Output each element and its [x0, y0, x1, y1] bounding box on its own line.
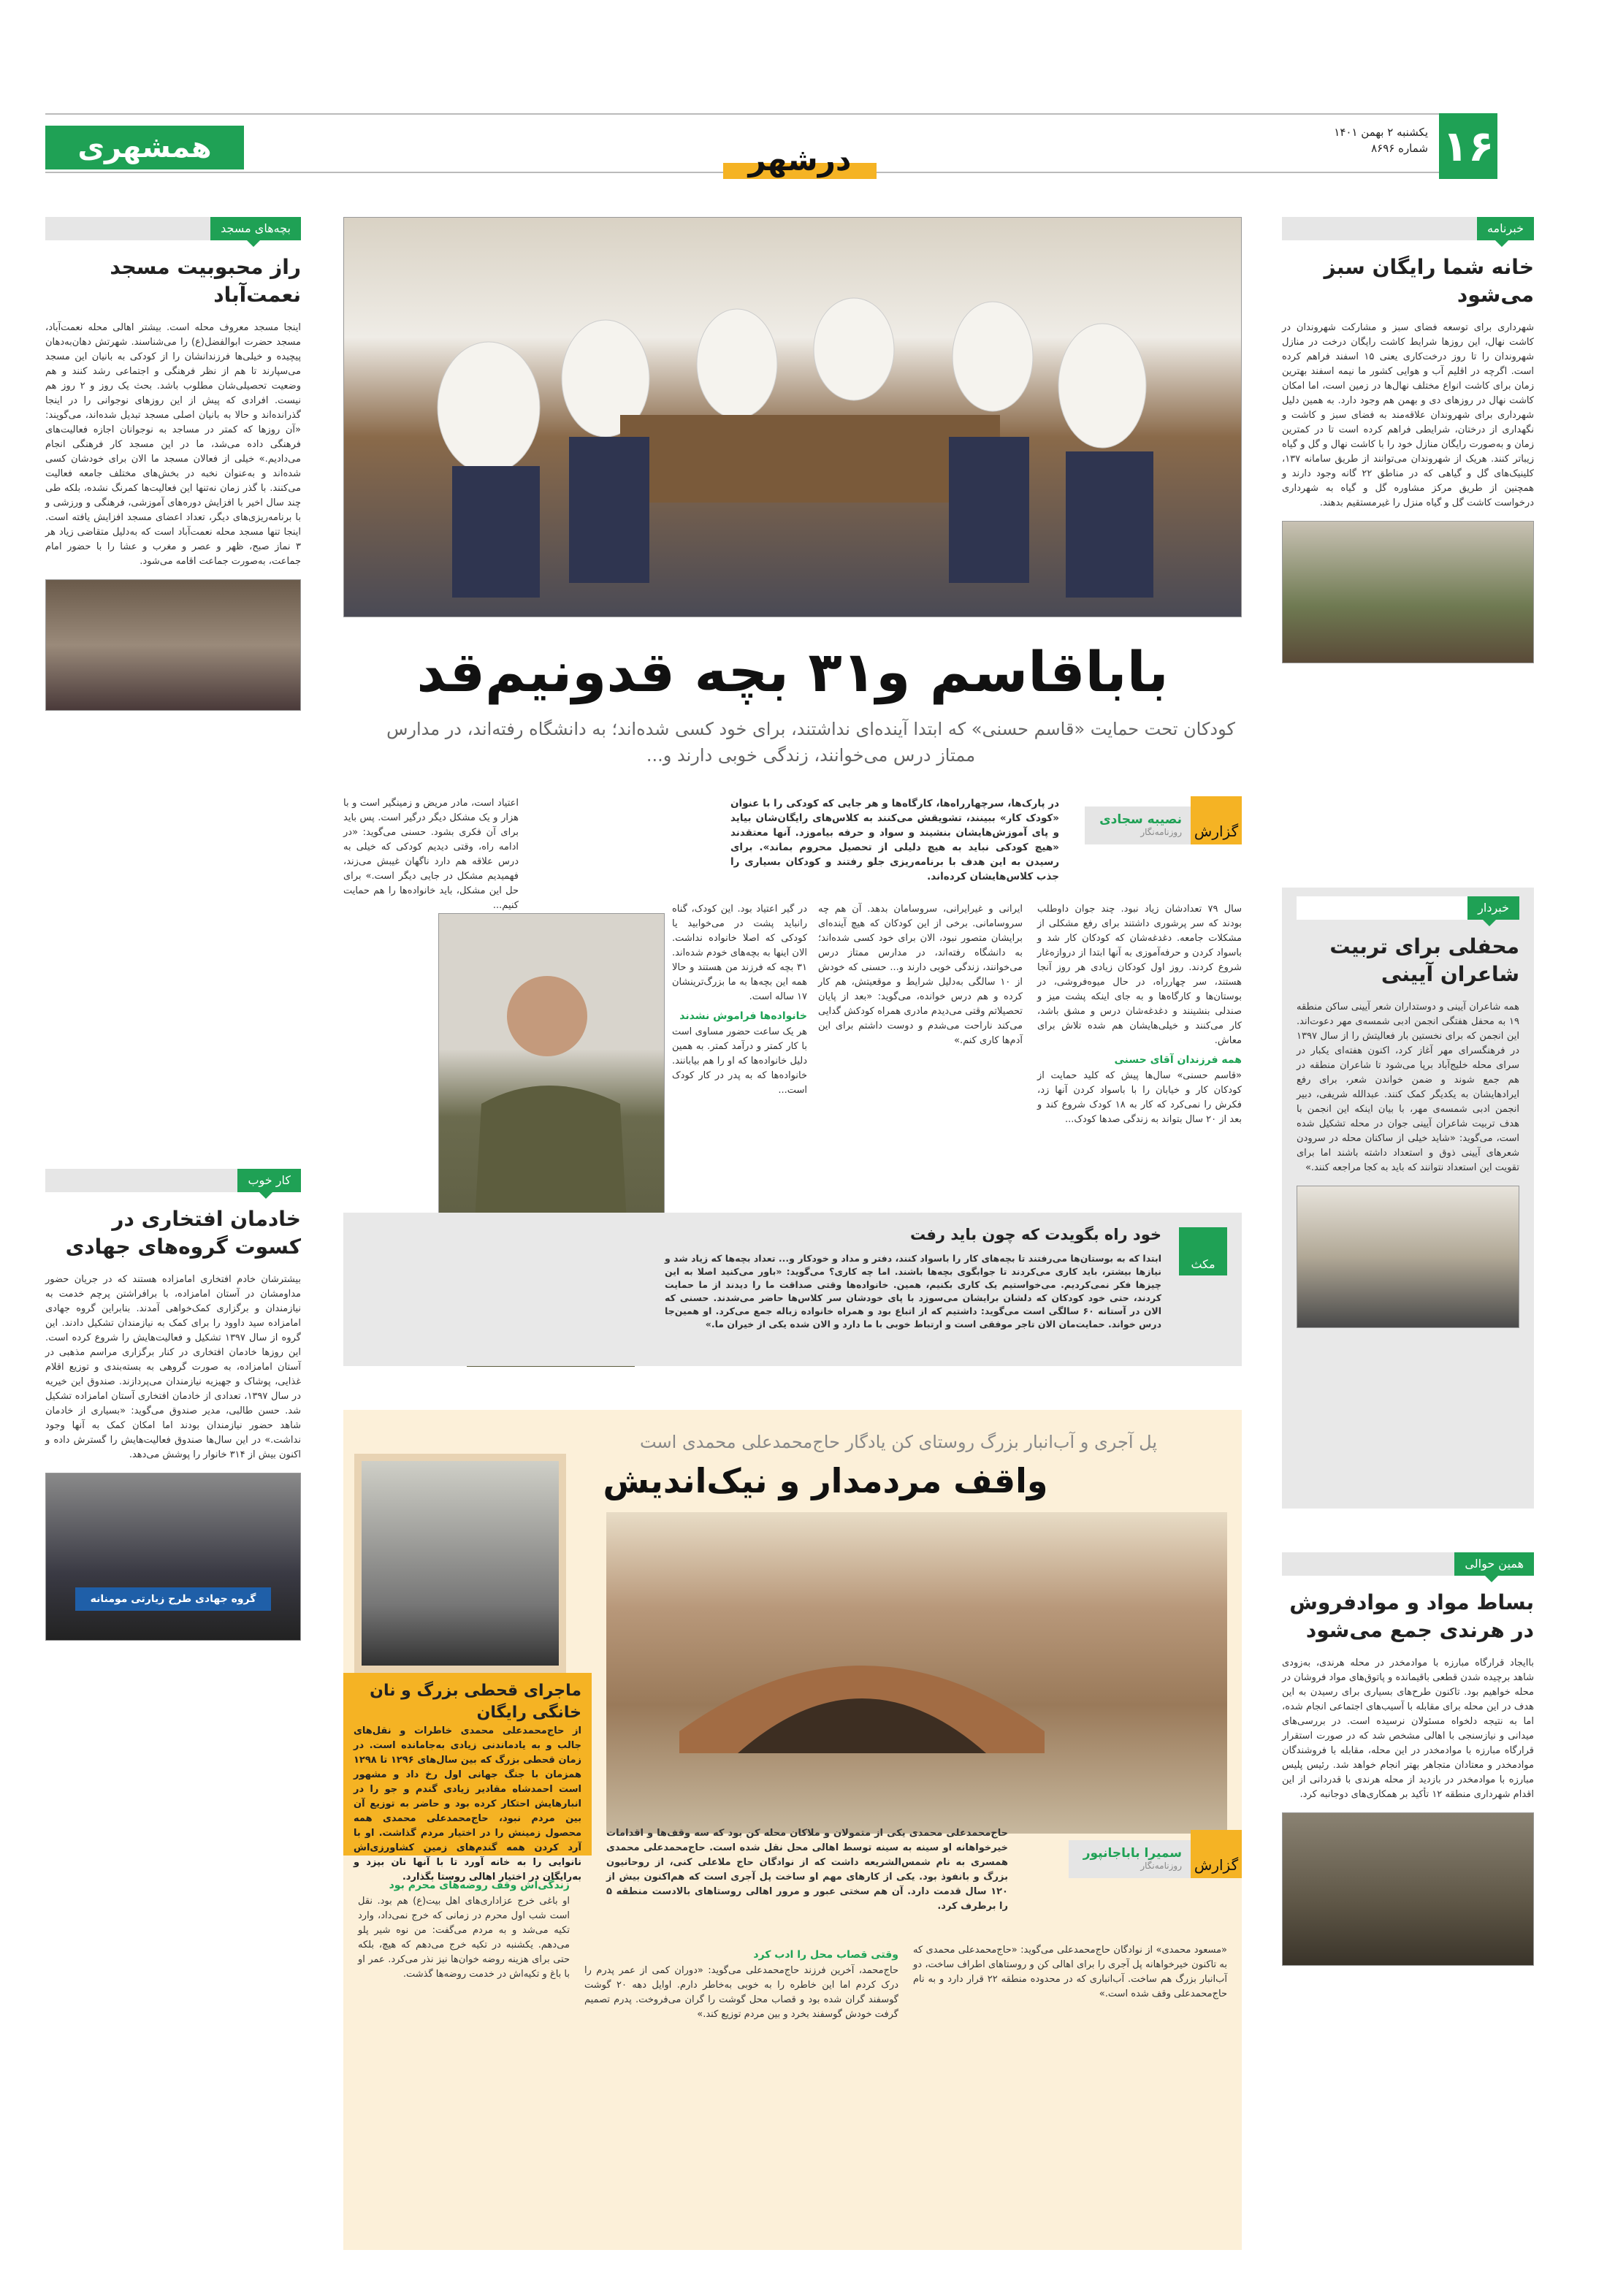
tree-planting-photo — [1282, 521, 1534, 663]
jihadi-group-photo — [45, 1473, 301, 1641]
kicker-label: همین حوالی — [1454, 1552, 1534, 1576]
section-title: درشهر — [723, 142, 877, 179]
article-text: همه شاعران آیینی و دوستداران شعر آیینی ساکن منطقه ۱۹ به محفل هفتگی انجمن ادبی شمسه‌ی مهر دعوت‌اند. این انجمن که برای نخستین بار فعالیتش را از سال ۱۳۹۷ در فرهنگسرای مهر آغاز کرد، اکنون هفته‌ای یکبار در سرای محله خلیج‌آباد برپا می‌شود تا شاعران منطقه در هم جمع شوند و ضمن خواندن شعر، برای رفع ایرادهایشان به یکدیگر کمک کنند. عبدالله شریفی، دبیر انجمن ادبی شمسه‌ی مهر، با بیان اینکه این انجمن با هدف تربیت شاعران آیینی جوان در محله تشکیل شده است، می‌گوید: «شاید خیلی از ساکنان محله در سرودن شعرهای آیینی ذوق و استعداد داشته باشند اما برای تقویت این استعداد نتوانند که باید به کجا مراجعه کنند.» — [1297, 1002, 1519, 1173]
main-col-3: در گیر اعتیاد بود. این کودک، گناه رانباید پشت در می‌خوابید یا کودکی که اصلا خانواده نداشت. الان اینها به بچه‌های خودم شده‌اند. ۳۱ بچه که فرزند من هستند و حالا همه این بچه‌ها به ما بزرگ‌ترینشان ۱۷ ساله است. خانواده‌ها فراموش نشدند هر یک ساعت حضور مساوی است با کار کمتر و درآمد کمتر. به همین دلیل خانواده‌ها که او را هم بیابانند. خانواده‌ها که به پدر در کار کودک است... — [672, 904, 807, 1096]
main-lead: در پارک‌ها، سرچهارراه‌ها، کارگاه‌ها و هر جایی که کودکی را با عنوان «کودک کار» ببینند، تشویقش می‌کنند به کلاس‌های رایگان‌شان بیاید و پای آموزش‌هایشان بنشیند و سواد و حرفه بیاموزد. آنها معتقدند «هیچ کودکی نباید به هیچ دلیلی از تحصیل محروم بماند». برای رسیدن به این هدف با برنامه‌ریزی جلو رفتند و کودکان بسیاری را جذب کلاس‌هایشان کرده‌اند. — [730, 798, 1059, 882]
right-article-green-home — [1282, 217, 1534, 663]
feature-byline — [1069, 1830, 1242, 1878]
classroom-photo — [343, 217, 1242, 617]
famine-box-text: از حاج‌محمدعلی محمدی خاطرات و نقل‌های جالب و به یادماندنی زیادی به‌جامانده است. در زمان قحطی بزرگ که بین سال‌های ۱۲۹۶ تا ۱۲۹۸ همزمان با جنگ جهانی اول رخ داد و مشهور است احمدشاه مقادیر زیادی گندم و جو را در انبارهایش احتکار کرده بود و حاضر به توزیع آن بین مردم نبود، حاج‌محمدعلی محمدی همه محصول زمینش را در اختیار مردم گذاشت. او با آرد کردن همه گندم‌های زمین کشاورزی‌اش نانوایی را به خانه آورد تا با آنها نان بپزد و به‌رایگان در اختیار اهالی روستا بگذارد. — [354, 1725, 581, 1883]
byline-tag: گزارش — [1191, 1830, 1242, 1878]
kicker-label: خبرنامه — [1477, 217, 1534, 240]
right-article-poets — [1282, 888, 1534, 1509]
main-deck: کودکان تحت حمایت «قاسم حسنی» که ابتدا آینده‌ای نداشتند، برای خود کسی شده‌اند؛ به دانشگاه رفته‌اند، در مدارس ممتاز درس می‌خوانند، زندگی خوبی دارند و... — [386, 719, 1235, 766]
author-name: نصیبه سجادی — [1099, 812, 1182, 827]
article-text: باایجاد قرارگاه مبارزه با موادمخدر در محله هرندی، به‌زودی شاهد برچیده شدن قطعی باقیمانده و پاتوق‌های مواد فروشان در محله خواهیم بود. تاکنون طرح‌های بسیاری برای رسیدن به این هدف در این محله برای مقابله با آسیب‌های اجتماعی انجام شده، اما به نتیجه دلخواه مسئولان نرسیده است. در بررسی‌های میدانی و نیازسنجی با اهالی مشخص شد که در صورت استقرار قرارگاه مبارزه با موادمخدر در این محله، مقابله با فروشندگان موادمخدر و معتادان متجاهر بهتر انجام خواهد شد. رئیس پلیس مبارزه با موادمخدر در بازدید از محله هرندی با قدردانی از این اقدام شهرداری منطقه ۱۲ تأکید بر همکاری‌های دوجانبه کرد. — [1282, 1658, 1534, 1800]
subhead-butcher: وقتی قصاب محل را ادب کرد — [753, 1949, 898, 1961]
left-article-volunteers — [45, 1169, 301, 1641]
main-col-1: سال ۷۹ تعدادشان زیاد نبود. چند جوان داوطلب بودند که سر پرشوری داشتند برای رفع مشکلی از مشکلات جامعه. دغدغه‌شان که کودکان کار شد و باسواد کردن و حرفه‌آموزی به آنها ابتدا از دروازه‌غار شروع کردند. روز اول کودکان زیادی هر روز آنجا هستند، سر چهارراه، در حال میوه‌فروشی، در بوستان‌ها و کارگاه‌ها و به جای اینکه پشت میز و صندلی بنشینند و دغدغه‌شان درس و مشق باشد، کار می‌کنند و خیلی‌هایشان هم شده تلاش برای معاش. همه فرزندان آقای حسنی «قاسم حسنی» سال‌ها پیش که کلید حمایت از کودکان کار و خیابان را با باسواد کردن آنها زد، فکرش را نمی‌کرد که کار به ۱۸ کودک شروع کند و بعد از ۲۰ سال بتواند به زندگی صدها کودک... — [1037, 904, 1242, 1125]
box-title: خود راه بگویدت که چون باید رفت — [909, 1226, 1161, 1243]
right-article-hærandi — [1282, 1552, 1534, 1966]
kicker-label: بچه‌های مسجد — [210, 217, 301, 240]
issue-date: یکشنبه ۲ بهمن ۱۴۰۱ — [1334, 126, 1428, 139]
article-title: خانه شما رایگان سبز می‌شود — [1324, 255, 1534, 307]
feature-lead: حاج‌محمدعلی محمدی یکی از متمولان و ملاکان محله کن بود که سه وقف‌ها و اقدامات خیرخواهانه او سینه به سینه توسط اهالی محل نقل شده است. حاج‌محمدعلی محمدی همسری به نام شمس‌الشریعه داشت که از نوادگان حاج ملاعلی کنی، از روحانیون بزرگ و بانفوذ بود. یکی از کارهای مهم او ساخت پل آجری است که هم‌اکنون بیش از ۱۲۰ سال قدمت دارد. آن هم سختی عبور و مرور اهالی روستاهای بالادست منطقه ۵ را برطرف کرد. — [606, 1828, 1008, 1912]
page-number: ۱۶ — [1439, 113, 1497, 179]
bridge-photo — [606, 1512, 1227, 1834]
issue-number: شماره ۸۶۹۶ — [1371, 142, 1428, 155]
left-article-mosque — [45, 217, 301, 711]
children-illustration — [343, 218, 1241, 618]
dateline — [1334, 124, 1428, 156]
sidebar-box — [343, 1213, 1242, 1366]
article-title: محفلی برای تربیت شاعران آیینی — [1329, 934, 1519, 986]
box-tag: مکث — [1179, 1227, 1227, 1275]
newspaper-logo: همشهری — [45, 126, 244, 169]
main-col-4: اعتیاد است، مادر مریض و زمینگیر است و با هزار و یک مشکل دیگر درگیر است. پس باید برای آن فکری بشود. حسنی می‌گوید: «در ادامه راه، وقتی دیدیم کودکی که خیلی به درس علاقه هم دارد ناگهان غیبش می‌زند، فهمیدیم مشکل در جایی دیگر است.» برای حل این مشکل، باید خانواده‌ها را هم حمایت کنیم... — [343, 798, 519, 911]
main-headline: باباقاسم و۳۱ بچه قدونیم‌قد — [416, 639, 1169, 704]
poetry-meeting-photo — [1297, 1186, 1519, 1328]
kicker-label: کار خوب — [237, 1169, 301, 1192]
author-name: سمیرا باباجانپور — [1083, 1846, 1182, 1861]
article-text: اینجا مسجد معروف محله است. بیشتر اهالی محله نعمت‌آباد، مسجد حضرت ابوالفضل(ع) را می‌شناسند. شهرتش دهان‌به‌دهان پیچیده و خیلی‌ها فرزندانشان را از کودکی به بانیان این مسجد می‌سپارند تا هم از نظر فرهنگی و اجتماعی رشد کنند و هم وضعیت تحصیلی‌شان مطلوب باشد. بحث یک روز و ۲ روز هم نیست. افرادی که پیش از این روزهای نوجوانی را در اینجا گذرانده‌اند و حالا به بانیان اصلی مسجد تبدیل شده‌اند، می‌گویند: «آن روزها که کمتر در مساجد به نوجوانان اجازه فعالیت‌های فرهنگی داده می‌شد، ما در این مسجد کار فرهنگی انجام می‌دادیم.» خیلی از فعالان مسجد ما الان برای خودشان کسی شده‌اند و به‌عنوان نخبه در بخش‌های مختلف جامعه فعالیت می‌کنند. با گذر زمان نه‌تنها این فعالیت‌ها کمرنگ نشده، بلکه طی چند سال اخیر با افزایش دوره‌های آموزشی، فرهنگی و ورزشی و با برنامه‌ریزی‌های دیگر، تعداد اعضای مسجد افزایش یافته است. اینجا تنها مسجد محله نعمت‌آباد است که به‌دلیل متقاضی زیاد هر ۳ نماز صبح، ظهر و عصر و مغرب و عشا را با حضور امام جماعت، به‌صورت جماعت اقامه می‌شود. — [45, 322, 301, 567]
main-byline — [1085, 796, 1242, 844]
article-title: خادمان افتخاری در کسوت گروه‌های جهادی — [65, 1207, 301, 1259]
header-rule-top — [45, 113, 1471, 115]
feature-col-2: وقتی قصاب محل را ادب کرد حاج‌محمد، آخرین فرزند حاج‌محمدعلی می‌گوید: «دوران کمی از عمر پدرم را درک کردم اما این خاطره را به خوبی به‌خاطر دارم. اوایل دهه ۲۰ گوشت گوسفند گران شده بود و قصاب محل گوشت را گران می‌فروخت. پدرم تصمیم گرفت خودش گوسفند بخرد و بین مردم توزیع کند.» — [584, 1949, 898, 2020]
feature-col-3: «مسعود محمدی» از نوادگان حاج‌محمدعلی می‌گوید: «حاج‌محمدعلی محمدی که به تاکنون خیرخواهانه پل آجری را برای اهالی کن و روستاهای اطراف ساخت، دو آب‌انبار بزرگ هم ساخت. آب‌انباری که در محدوده منطقه ۲۲ قرار دارد و به نام حاج‌محمدعلی وقف شده است.» — [913, 1945, 1227, 1999]
box-text: ابتدا که به بوستان‌ها می‌رفتند تا بچه‌های کار را باسواد کنند، دفتر و مداد و خودکار و... تعداد بچه‌ها که زیاد شد و نیازها بیشتر، باید کاری می‌کردند تا جوابگوی بچه‌ها باشند. اما چه کاری؟ می‌گوید: «باور می‌کنید اصلا به این چیزها فکر نمی‌کردیم. می‌خواستیم یک کاری بکنیم، همین. خانواده‌ها وقتی صداقت ما را دیدند از ما حمایت کردند، حتی خود کودکان که دلشان برایشان می‌سوزد با پای خودشان سر کلاس‌ها حاضر می‌شدند. حسنی که الان در آستانه ۶۰ سالگی است می‌گوید: داشتیم که از اتباع بود و همراه خانواده زباله جمع می‌کرد. او همین‌جا درس خواند. حمایت‌مان الان تاجر موفقی است و ارتباط خوبی با ما دارد و الان شده یکی از خیران ما.» — [665, 1253, 1161, 1330]
mohammadi-portrait — [354, 1454, 566, 1673]
famine-box — [343, 1673, 592, 1883]
police-operation-photo — [1282, 1812, 1534, 1966]
article-text: شهرداری برای توسعه فضای سبز و مشارکت شهروندان در کاشت نهال، این روزها شرایط کاشت رایگان درخت در منازل شهروندان را تا روز درخت‌کاری یعنی ۱۵ اسفند فراهم کرده است. اگرچه در اقلیم آب و هوایی کشور ما نیمه اسفند بهترین زمان برای کاشت انواع مختلف نهال‌ها در زمین است، اما امکان کاشت نهال در روزهای دی و بهمن هم وجود دارد. به همین دلیل شهرداری برای شهروندان علاقه‌مند به فضای سبز و کاشت و نگهداری از درختان، شرایطی فراهم کرده است تا در کمترین زمان و به‌صورت رایگان منازل خود را با کاشت نهال و گل و گیاه زیباتر کنند. هریک از شهروندان می‌توانند از طریق سامانه ۱۳۷، کلینیک‌های گل و گیاهی که در مناطق ۲۲ گانه وجود دارند و همچنین از طریق مرکز مشاوره گل و گیاه به شهرداری درخواست کاشت گل و گیاه منزل را غیرمستقیم بدهند. — [1282, 322, 1535, 508]
banner-caption: گروه جهادی طرح زیارتی مومنانه — [75, 1587, 271, 1611]
author-role: روزنامه‌نگار — [1140, 827, 1182, 837]
subhead-hasani-children: همه فرزندان آقای حسنی — [1114, 1054, 1242, 1066]
article-title: راز محبوبیت مسجد نعمت‌آباد — [110, 255, 301, 307]
article-text: بیشترشان خادم افتخاری امامزاده هستند که در جریان حضور مداومشان در آستان امامزاده، با برافراشتن پرچم خدمت به نیازمندان و برگزاری کمک‌خواهی آمدند. بنابراین گروه جهادی امامزاده سید داوود را برای کمک به نیازمندان تشکیل دادند. این گروه از سال ۱۳۹۷ تشکیل و فعالیت‌هایش را شروع کرده است. این روزها خادمان افتخاری در کنار برگزاری مراسم مذهبی در آستان امامزاده، به صورت گروهی به بسته‌بندی و توزیع اقلام غذایی، پوشاک و جهیزیه نیازمندان می‌پردازند. صندوق این خیریه در سال ۱۳۹۷، تعدادی از خادمان افتخاری آستان امامزاده تشکیل شد. حسن طالبی، مدیر صندوق می‌گوید: «بسیاری از خادمان شاهد حضور نیازمندان بودند اما امکان کمک به آنها وجود نداشت.» در این سال‌ها صندوق فعالیت‌هایش را گسترش داده و اکنون بیش از ۳۱۴ خانوار را پوشش می‌دهد. — [45, 1274, 301, 1460]
feature-kicker: پل آجری و آب‌انبار بزرگ روستای کن یادگار حاج‌محمدعلی محمدی است — [639, 1432, 1158, 1452]
subhead-muharram: زندگی‌اش وقف روضه‌های محرم بود — [389, 1880, 570, 1891]
main-col-2: ایرانی و غیرایرانی، سروسامان بدهد. آن هم چه سروسامانی. برخی از این کودکان که هیچ آینده‌ای برایشان متصور نبود، الان برای خود کسی شده‌اند؛ به دانشگاه رفته‌اند، در مدارس ممتاز درس می‌خوانند، زندگی خوبی دارند و... حسنی که خودش از ۱۰ سالگی به‌دلیل شرایط و موقعیتش، هم کار کرده و هم درس خوانده، می‌گوید: «بعد از پایان تحصیلاتم وقتی می‌دیدم مادری همراه کودکش گدایی می‌کند ناراحت می‌شدم و دوست داشتم برای این آدم‌ها کاری کنم.» — [818, 904, 1023, 1046]
famine-box-title: ماجرای قحطی بزرگ و نان خانگی رایگان — [370, 1682, 581, 1722]
kicker-label: خبردار — [1467, 896, 1519, 920]
subhead-families: خانواده‌ها فراموش نشدند — [679, 1010, 807, 1022]
article-title: بساط مواد و موادفروش در هرندی جمع می‌شود — [1289, 1590, 1534, 1642]
feature-col-1: زندگی‌اش وقف روضه‌های محرم بود او باغی خرج عزاداری‌های اهل بیت(ع) هم بود. نقل است شب اول محرم در زمانی که خرج نمی‌داد، وارد تکیه می‌شد و به مردم می‌گفت: من نوه شیر پلو می‌دهم. یکشنبه در تکیه خرج می‌دهم که هیچ، بلکه حتی برای هزینه روضه خوان‌ها نیز نذر می‌کرد. عمر او با باغ و تکیه‌اش در خدمت روضه‌ها گذشت. — [358, 1880, 570, 1980]
byline-tag: گزارش — [1191, 796, 1242, 844]
mosque-kids-photo — [45, 579, 301, 711]
feature-headline: واقف مردمدار و نیک‌اندیش — [603, 1461, 1048, 1500]
author-role: روزنامه‌نگار — [1140, 1861, 1182, 1871]
